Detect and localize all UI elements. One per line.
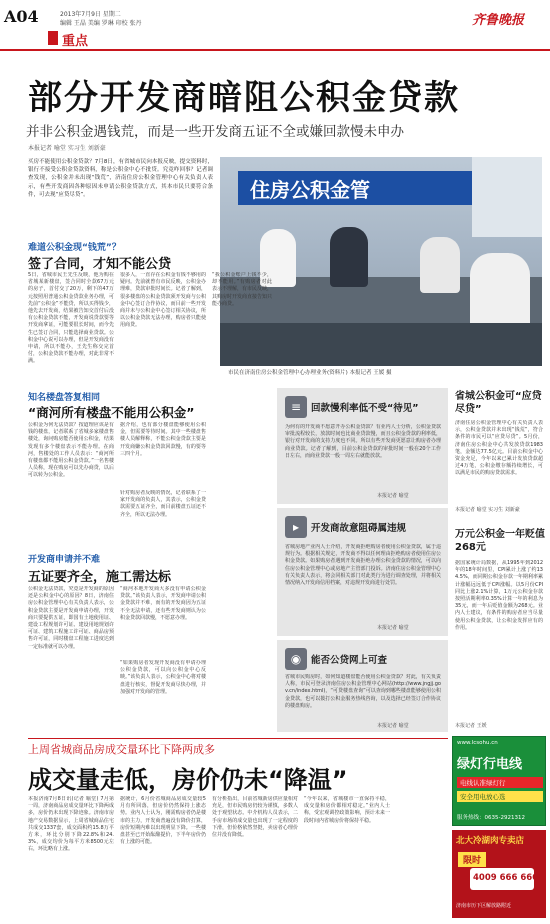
box3-icon: ◉ (285, 648, 307, 670)
section-title: 重点 (62, 34, 89, 49)
sec3-body-col1: 公积金无法贷款，究竟是开发商的原因还是公积金中心的原因？8日，济南住房公积金管理中心有关负责人表示，公积金贷款主要是开发商申请办理，开发商只要提供五证，即国有土地使用证、建设工程规划许可证、建设用地规划许可证、建筑工程施工许可证、商品房预售许可证，同时楼盘工程施工进度达到一定标准就可以办理。 (28, 586, 114, 650)
bottom-top-rule (28, 738, 448, 739)
sec3-body-col3: “如果购房者发现开发商没有申请办理公积金贷款，可以向公积金中心反映。”该负责人表示，公积金中心将对楼盘进行核实，督促开发商尽快办理，并加强对开发商的管理。 (120, 660, 206, 695)
date-line: 2013年7月9日 星期二 (60, 11, 121, 18)
photo-sign: 住房公积金管 (238, 171, 478, 205)
right-byline-2: 本报记者 王媛 (455, 723, 487, 729)
byline: 本报记者 喻堂 实习生 刘新豪 (28, 145, 106, 152)
box1-title: 回款慢利率低不受“待见” (311, 403, 419, 414)
ad-green-brand: 绿灯行电线 (457, 757, 523, 772)
sec2-body-col1: 公积金为何无法贷款？按道理应该是有钱的楼盘，记者联系了省城多家楼盘售楼处，询问购房能否使用公积金，结果发现有多个楼盘表示不能办理。在商河，售楼处的工作人员表示：“商河所有楼盘都不能用公积金贷款。”一名售楼人员称，现在购房可以先办商贷，以后可以转为公积金。 (28, 422, 114, 479)
ad-green-hotline: 服务热线：0635-2921312 (457, 815, 525, 821)
photo-caption: 市民在济南住房公积金管理中心办理业务(资料片) 本报记者 王媛 摄 (228, 370, 392, 376)
photo-window (472, 157, 542, 237)
sec1-body-col3: “我公积金账户上钱不少，却不能用。”有购房者对此表示不理解，有市民反映，其购房时开发商直接告知只能办商贷。 (212, 272, 272, 307)
ad-green (452, 736, 546, 826)
photo-person-4 (470, 253, 530, 333)
bottom-body-col1: 本报济南7月8日讯(记者 喻堂) 7月第一周，济南商品房成交量环比下降两成多，房价仍未出现下降迹象。济南市房地产交易数据显示，上周省城商品住宅共成交1337套，成交面积约15.8万平方米，环比分别下降22.8%和24.3%，成交均价为每平方米8500元左右，环比略有上涨。 (28, 796, 114, 853)
ad-green-slogan-1: 电线认准绿灯行 (457, 777, 543, 788)
right-title-2: 万元公积金一年贬值268元 (455, 529, 545, 553)
editors-line: 编辑 王晶 美编 罗琳 印校 张丹 (60, 20, 142, 27)
ad-red-phone: 4009 666 666 (473, 873, 539, 883)
box3-body: 省城市民购房时，如何知道楼盘能否使用公积金贷款？对此，有关负责人称，市民可登录济南住房公积金管理中心网站(http://www.jngjj.gov.cn/index.html)，“可贷楼盘查询”可以查询到哪些楼盘能够使用公积金贷款，也可以拨打公积金服务热线咨询，以及选择已经签订合作协议的楼盘购房。 (285, 674, 441, 709)
box1-icon: ≡ (285, 396, 307, 418)
sec2-subtitle: 知名楼盘答复相同 (28, 393, 101, 403)
photo-person-3 (420, 237, 460, 293)
bottom-subtitle: 上周省城商品房成交量环比下降两成多 (28, 743, 215, 756)
right-body: 济南住房公积金管理中心有关负责人表示，公积金贷款并未出现“钱荒”，符合条件的市民可以“应贷尽贷”。5月份，济南住房公积金中心共发放贷款1983笔，金额达77.5亿元。目前公积金中心资金充足，今年以来已累计发放贷款超过4万笔，公积金缴存额持续增长，可以满足市民的购房贷款需求。 (455, 420, 543, 477)
sec2-body-col2: 据介绍，也有部分楼盘能够使用公积金，但需要等待时间。其中一些楼盘售楼人员解释称，不能公积金贷款主要是开发商嫌公积金贷款回款慢，有的要等三四个月。 (120, 422, 206, 457)
subhead: 并非公积金遇钱荒，而是一些开发商五证不全或嫌回款慢未申办 (26, 124, 404, 140)
box3-byline: 本报记者 喻堂 (377, 723, 409, 729)
box3-title: 能否公贷网上可查 (311, 655, 388, 666)
box1-body: 为何有的开发商不愿意开办公积金贷款？有业内人士分析，公积金贷款审批流程较长，放款时间也比商业贷款慢，而且公积金贷款的利率低，银行对开发商的支持力度也不同。所以有些开发商更愿意让购房者办理商业贷款。记者了解到，目前公积金贷款的审批时间一般在20个工作日左右，而商业贷款一般一周左右就能放款。 (285, 424, 441, 459)
bottom-body-col4: “今年以来，省城楼市一直保持平稳，成交量和房价都相对稳定。”业内人士称，受宏观调控政策影响，预计未来一段时间内省城房价将保持平稳。 (304, 796, 390, 824)
ad-red-address: 济南市历下区解放路附近 (456, 903, 512, 909)
bottom-body-col2: 据统计，6月份省城商品房成交量较5月有所回落，但房价仍然保持上涨态势。业内人士认为，刚需购房者仍是楼市的主力，开发商普遍没有降价打算，房价短期内难以出现明显下降。一些楼盘甚至已开始酝酿提价，下半年房价仍有上涨的可能。 (120, 796, 206, 846)
ad-green-slogan-2: 安全用电放心选 (457, 791, 543, 802)
headline: 部分开发商暗阻公积金贷款 (28, 78, 460, 118)
sec1-title: 签了合同，才知不能公贷 (28, 257, 172, 272)
right-body-2: 据国家统计局数据，从1995年到2012年的18年时间里，CPI累计上涨了约134.5%，而同期公积金存款一年期利率累计涨幅远远低于CPI涨幅。以5月份CPI同比上涨2.1%计算，1万元公积金存款按照活期利率0.35%计算一年的利息为35元，而一年后贬值金额为268元。业内人士建议，有条件的购房者应当尽量使用公积金贷款，让公积金发挥应有的作用。 (455, 560, 543, 631)
photo-person-2 (330, 227, 368, 287)
sec2-title: “商河所有楼盘不能用公积金” (28, 405, 195, 420)
bottom-body-col3: 有分析指出，目前省城新房供应量相对充足，但市民购房仍较为谨慎，多数人处于观望状态。中介机构人员表示，二手房市场的成交量也出现了一定程度的下滑，但价格依然坚挺，卖房者心理价位并没有降低。 (212, 796, 298, 839)
box1 (277, 388, 448, 504)
box1-byline: 本报记者 喻堂 (377, 493, 409, 499)
ad-red-tag: 限时 (458, 852, 486, 867)
box2-icon: ▸ (285, 516, 307, 538)
ad-green-url: www.lcsohu.cn (457, 740, 498, 746)
right-title: 省城公积金可“应贷尽贷” (455, 391, 542, 415)
sec1-body-col2: 很多人，一直存在公积金有钱不够用的疑问。先前就曾有市民反映，公积金办理难，贷款审批时间长。记者了解到，很多楼盘的公积金贷款须开发商与公积金中心签订合作协议，而目前一些开发商并未与公积金中心签订相关协议，所以公积金贷款无法办理，购房者只能使用商贷。 (120, 272, 206, 329)
bottom-title: 成交量走低，房价仍未“降温” (28, 766, 348, 794)
header (0, 0, 550, 52)
lead-paragraph: 买房不能使用公积金贷款？7月8日，有省城市民向本报反映，提交资料时，银行不接受公积金贷款资料，称是公积金中心不批贷。究竟咋回事？记者调查发现，公积金并未出现“钱荒”，济南住房公积金管理中心有关负责人表示，有些开发商因各种原因未申请公积金贷款方式，其本市民只要符合条件，可去现“应贷尽贷”。 (28, 159, 213, 198)
sec3-subtitle: 开发商申请并不难 (28, 555, 101, 565)
section-marker (48, 31, 58, 45)
box2-title: 开发商故意阻碍属违规 (311, 523, 407, 534)
box3 (277, 640, 448, 732)
right-byline: 本报记者 喻堂 实习生 刘新豪 (455, 507, 520, 513)
box2 (277, 508, 448, 636)
sec2-body-col3: 针对购房者反映的情况，记者联系了一家开发商的负责人，其表示，公积金贷款需要五证齐全，而目前楼盘五证还不齐全，所以无法办理。 (120, 490, 206, 518)
sec1-subtitle: 难道公积金现“钱荒”？ (28, 243, 121, 253)
ad-red-title: 北大冷湖肉专卖店 (456, 836, 525, 846)
sec3-title: 五证要齐全，施工需达标 (28, 570, 172, 585)
news-photo (220, 157, 542, 366)
sec3-body-col2: “商河本地开发商大多没有申请公积金贷款。”该负责人表示，开发商申请公积金贷款并不难，而有的开发商因为五证不全无法申请，还有些开发商则认为公积金贷款回款慢，不愿意办理。 (120, 586, 206, 621)
ad-red (452, 830, 546, 918)
header-rule (0, 49, 550, 51)
page-number: A04 (4, 7, 39, 26)
box2-byline: 本报记者 喻堂 (377, 625, 409, 631)
sec1-body-col1: 5日，省城市民王先生反映，他为购在省城某新楼盘，签合同时全款67万元的房子，首付交了20万，剩下的47万元按照用普通公积金贷款业务办理，可先前“公积金”不能贷，所以买得钱少，他先去开发商，结果被告知交首付后没有公积金贷款不能，开发商说贷款要等开发商拿证，可能要很长时间，而今先生已签订合同，只能选择商业贷款。公积金中心说可以办理，但是开发商没有申请，所以不能办，王先生称交完首付，公积金贷款不能办理，对此非常不满。 (28, 272, 114, 365)
box2-body: 省城房地产业内人士介绍，开发商拒绝购房者使用公积金贷款，属于违规行为。根据相关规定，开发商不得以任何理由拒绝购房者使用住房公积金贷款。如果购房者遇到开发商拒绝办理公积金贷款的情况，可以向住房公积金管理中心或房地产主管部门投诉。济南住房公积金管理中心有关负责人表示，将会同相关部门对此类行为进行调查处理，并将相关情况纳入开发商信用档案，对违规开发商进行处罚。 (285, 544, 441, 587)
brand-logo: 齐鲁晚报 (472, 13, 525, 28)
